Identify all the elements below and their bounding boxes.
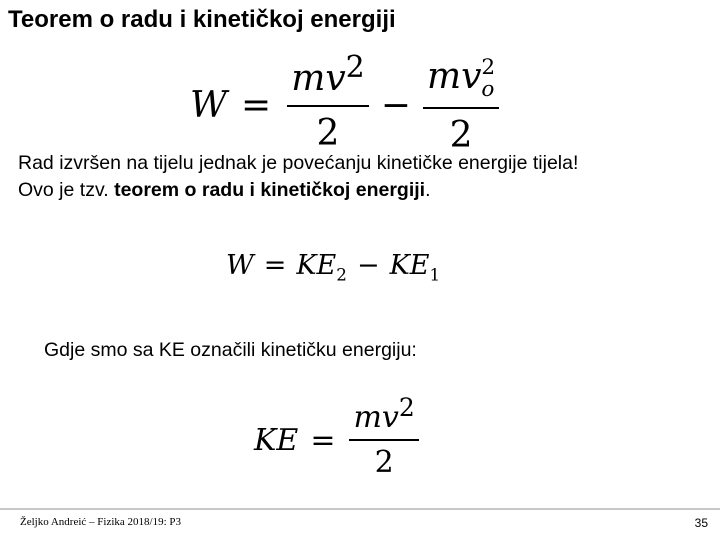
equals-sign: = (310, 422, 336, 458)
footer-divider (0, 508, 720, 510)
ke-definition-note: Gdje smo sa KE označili kinetičku energiju: (44, 339, 417, 361)
formula-lhs: W (226, 250, 254, 281)
minus-sign: − (380, 85, 411, 127)
formula-lhs: W (190, 85, 228, 127)
minus-sign: − (356, 250, 380, 281)
ke-initial-term (389, 250, 441, 285)
exponent: 2 (398, 393, 415, 422)
formula-work-ke (226, 250, 441, 285)
formula-work-velocity (190, 49, 501, 156)
numerator-term: mv (291, 57, 346, 99)
exponent: 2 (345, 49, 365, 85)
subscript: o (481, 77, 495, 102)
line2-prefix: Ovo je tzv. (18, 179, 115, 201)
paragraph-line-2 (18, 177, 578, 204)
fraction-numerator (423, 56, 499, 107)
theorem-name-bold: teorem o radu i kinetičkoj energiji (114, 179, 426, 201)
ke-symbol: KE (389, 250, 430, 281)
exponent: 2 (481, 55, 496, 81)
fraction-ke (349, 393, 418, 480)
fraction-numerator (287, 49, 369, 105)
fraction-final-ke (287, 49, 369, 154)
fraction-denominator: 2 (449, 114, 473, 156)
fraction-initial-ke (423, 56, 499, 156)
fraction-numerator (349, 393, 418, 439)
equals-sign: = (263, 250, 287, 281)
theorem-paragraph (18, 150, 578, 204)
fraction-denominator: 2 (374, 445, 394, 480)
footer-credit: Željko Andreić – Fizika 2018/19: P3 (20, 516, 182, 528)
ke-symbol: KE (296, 250, 337, 281)
slide-title: Teorem o radu i kinetičkoj energiji (8, 6, 396, 33)
equals-sign: = (241, 85, 272, 127)
formula-lhs: KE (254, 422, 299, 458)
formula-ke-definition (254, 393, 421, 480)
fraction-denominator: 2 (316, 112, 340, 154)
paragraph-line-1: Rad izvršen na tijelu jednak je povećanju kinetičke energije tijela! (18, 152, 579, 174)
numerator-term: mv (426, 56, 482, 97)
ke-final-term (296, 250, 347, 285)
numerator-term: mv (353, 400, 399, 435)
line2-suffix: . (425, 179, 431, 201)
script-stack (481, 57, 495, 100)
subscript: 2 (336, 264, 347, 285)
page-number: 35 (694, 516, 708, 530)
subscript: 1 (429, 264, 441, 285)
